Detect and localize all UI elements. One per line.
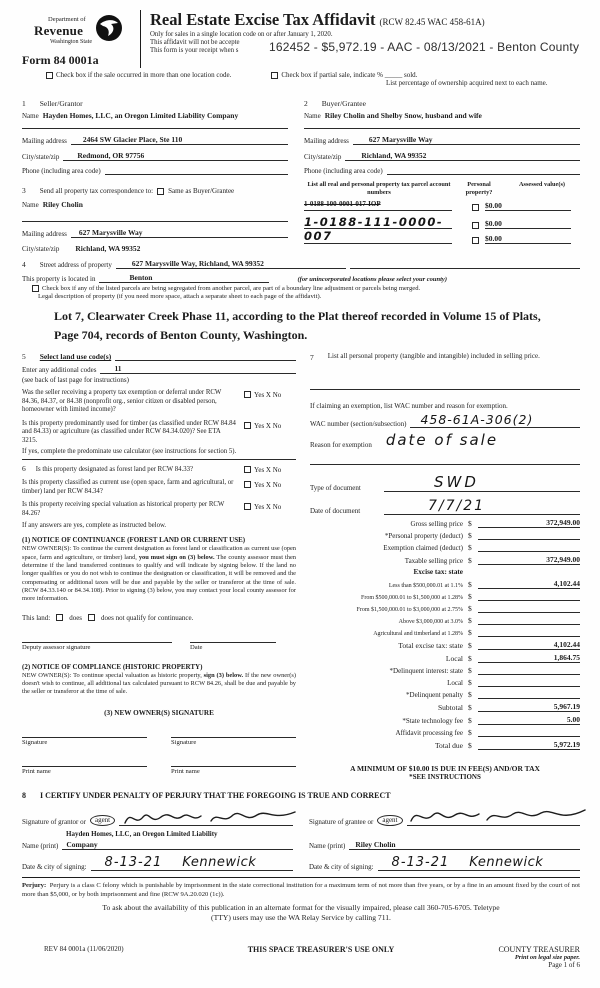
date-of-document-value: 7/7/21 [384, 498, 580, 515]
bracket-3-value[interactable] [478, 604, 580, 613]
seller-grantor-section [22, 99, 298, 253]
accessibility-line2: (TTY) users may use the WA Relay Service by calling 711. [211, 913, 391, 923]
seller-name-label: Name [22, 112, 39, 120]
subtotal-value: 5,967.19 [478, 702, 580, 712]
treasurer-use-only-label: THIS SPACE TREASURER'S USE ONLY [247, 945, 395, 955]
historical-yes-checkbox[interactable] [244, 503, 251, 510]
grantee-signature-label: Signature of grantee or [309, 817, 374, 826]
perjury-label: Perjury: [22, 881, 47, 889]
notice2-post: If the new owner(s) doesn't wish to continue, all additional tax calculated pursuant to RCW 84.26, shall be due and payable by the seller or transferor at the time of sale. [22, 671, 296, 696]
agricultural-value[interactable] [478, 628, 580, 637]
parcel-2-assessed-value: $0.00 [485, 219, 571, 229]
parcel-1-assessed-value: $0.00 [485, 201, 571, 211]
delinquent-penalty-label: *Delinquent penalty [406, 690, 463, 699]
owner-printname-1-field[interactable]: Print name [22, 766, 147, 775]
bracket-4-value[interactable] [478, 616, 580, 625]
certification-title: I CERTIFY UNDER PENALTY OF PERJURY THAT THE FOREGOING IS TRUE AND CORRECT [40, 790, 391, 800]
seller-phone-field[interactable] [105, 174, 288, 175]
section-3-number: 3 [22, 186, 26, 195]
does-qualify-checkbox[interactable] [56, 614, 63, 621]
buyer-phone-field[interactable] [387, 174, 580, 175]
form-header [22, 10, 580, 68]
page-number: Page 1 of 6 [548, 961, 580, 970]
grantee-date-city-label: Date & city of signing: [309, 862, 374, 871]
grantee-date-value: 8-13-21 [391, 854, 450, 870]
legal-description-line1: Lot 7, Clearwater Creek Phase 11, according to the Plat thereof recorded in Volume 15 of Plats, [54, 309, 541, 323]
total-excise-state-label: Total excise tax: state [398, 640, 463, 650]
parcel-3-number-field[interactable] [304, 233, 452, 244]
exemption-claimed-label: Exemption claimed (deduct) [383, 543, 463, 552]
located-in-note: (for unincorporated locations please select your county) [297, 276, 447, 283]
agency-dept-label: Department of [48, 16, 86, 23]
parcel-table-header [304, 181, 580, 196]
dollar-sign: $ [468, 665, 472, 675]
parcel-row-3 [304, 233, 580, 244]
bracket-1-value: 4,102.44 [478, 579, 580, 589]
perjury-text: Perjury is a class C felony which is punishable by imprisonment in the state correctional institution for a maximum term of not more than five years, or by a fine in an amount fixed by the court of not more than $5,000, or by both imprisonment and fine (RCW 9A.20.020 (1c)). [22, 881, 580, 898]
legal-description-line2: Page 704, records of Benton County, Washington. [54, 327, 308, 342]
taxable-selling-price-value: 372,949.00 [478, 555, 580, 565]
parcel-3-assessed-value: $0.00 [485, 234, 571, 244]
same-as-buyer-label: Same as Buyer/Grantee [168, 187, 235, 195]
new-owner-signature-title: (3) NEW OWNER(S) SIGNATURE [104, 708, 214, 717]
legal-paper-note: Print on legal size paper. [514, 954, 580, 962]
type-of-document-label: Type of document [310, 483, 361, 492]
personal-property-deduct-value[interactable] [478, 531, 580, 540]
taxable-selling-price-label: Taxable selling price [404, 556, 463, 565]
exemption-yes-checkbox[interactable] [244, 391, 251, 398]
parcel-2-personal-checkbox[interactable] [472, 222, 479, 229]
segregated-label: Check box if any of the listed parcels are being segregated from another parcel, are part of a boundary line adjustment or parcels being merged. [42, 285, 421, 292]
deputy-date-field[interactable]: Date [190, 642, 276, 651]
section-8-number: 8 [22, 790, 26, 800]
grantor-date-city-label: Date & city of signing: [22, 862, 87, 871]
parcel-number-struck: 1-0188-100-0001-017-IOP [304, 200, 381, 209]
exemption-answer: Yes X No [254, 391, 282, 400]
grantee-city-value: Kennewick [469, 854, 544, 870]
legal-description-text [54, 307, 580, 344]
notice2-bold: sign (3) below. [203, 671, 244, 679]
owner-signature-1-field[interactable]: Signature [22, 737, 147, 746]
dollar-sign: $ [468, 615, 472, 625]
county-value: Benton [99, 273, 269, 283]
grantor-name-print-label: Name (print) [22, 841, 59, 850]
buyer-mailing-value: 627 Marysville Way [353, 135, 580, 145]
minimum-fee-note: A MINIMUM OF $10.00 IS DUE IN FEE(S) AND/OR TAX [350, 763, 540, 773]
land-use-section [22, 352, 310, 781]
dollar-sign: $ [468, 555, 472, 565]
personal-property-header: Personal property? [465, 181, 493, 196]
correspondence-mailing-value: 627 Marysville Way [71, 228, 288, 238]
form-title: Real Estate Excise Tax Affidavit [150, 10, 376, 29]
header-note-3: This form is your receipt when s [150, 47, 239, 54]
dollar-sign: $ [468, 518, 472, 528]
notice-compliance-body [22, 672, 296, 697]
grantee-agent-circled: agent [377, 815, 402, 826]
parcel-number-handwritten: 1-0188-111-0000-007 [304, 215, 444, 244]
buyer-city-label: City/state/zip [304, 153, 342, 161]
dollar-sign: $ [468, 677, 472, 687]
grantor-print-line2: Company [62, 840, 293, 850]
local-tax-value: 1,864.75 [478, 653, 580, 663]
dollar-sign: $ [468, 603, 472, 613]
total-due-label: Total due [434, 740, 463, 750]
notice-compliance-title: (2) NOTICE OF COMPLIANCE (HISTORIC PROPERTY) [22, 662, 203, 671]
codes-note: (see back of last page for instructions) [22, 376, 129, 385]
delinquent-penalty-value[interactable] [478, 690, 580, 699]
county-treasurer-label: COUNTY TREASURER [498, 945, 580, 955]
correspondence-city-label: City/state/zip [22, 245, 60, 253]
grantor-signature-field[interactable] [119, 810, 293, 826]
correspondence-label: Send all property tax correspondence to: [39, 187, 154, 195]
notice-continuance-title: (1) NOTICE OF CONTINUANCE (FOREST LAND OR CURRENT USE) [22, 536, 246, 545]
question-forest-text: Is this property designated as forest land per RCW 84.33? [35, 465, 194, 473]
delinquent-interest-local-label: Local [447, 678, 463, 687]
revenue-logo-icon [94, 14, 124, 42]
reason-exemption-label: Reason for exemption [310, 440, 372, 449]
grantor-city-value: Kennewick [182, 854, 257, 870]
ownership-percentage-note: List percentage of ownership acquired next to each name. [386, 79, 548, 87]
dollar-sign: $ [468, 702, 472, 712]
property-section [22, 259, 580, 344]
buyer-phone-label: Phone (including area code) [304, 167, 383, 175]
wac-number-label: WAC number (section/subsection) [310, 419, 407, 428]
street-address-value: 627 Marysville Way, Richland, WA 99352 [116, 259, 346, 269]
affidavit-processing-fee-value[interactable] [478, 728, 580, 737]
buyer-name-label: Name [304, 112, 321, 120]
notice1-post: The county assessor must then determine if the land transferred continues to qualify and will indicate by signing below. If the land no longer qualifies or you do not wish to continue the designation or classification, it will be removed and the compensating or additional taxes will be due and payable by the seller or transferor at the time of sale. (RCW 84.33.140 or 84.34.108). Prior to signing (3) below, you may contact your local county assessor for more information. [22, 553, 296, 603]
additional-codes-value: 11 [100, 364, 296, 374]
multi-location-checkbox[interactable] [46, 72, 53, 79]
reason-exemption-value: date of sale [385, 430, 499, 449]
street-address-extra-line [350, 268, 580, 269]
partial-sale-checkbox[interactable] [271, 72, 278, 79]
owner-printname-2-field[interactable]: Print name [171, 766, 296, 775]
type-of-document-value: SWD [384, 473, 580, 492]
state-technology-fee-label: *State technology fee [402, 716, 463, 725]
see-instructions-note: *SEE INSTRUCTIONS [409, 772, 481, 781]
buyer-city-value: Richland, WA 99352 [345, 151, 580, 161]
question-exemption-text: Was the seller receiving a property tax exemption or deferral under RCW 84.36, 84.37, or 84.38 (nonprofit org., senior citizen or disabled person, homeowner with limited income)? [22, 389, 222, 414]
historical-answer: Yes X No [254, 503, 282, 512]
correspondence-name-label: Name [22, 201, 39, 209]
owner-signature-2-field[interactable]: Signature [171, 737, 296, 746]
affidavit-processing-fee-label: Affidavit processing fee [395, 728, 463, 737]
dollar-sign: $ [468, 542, 472, 552]
header-note-2: This affidavit will not be accepte [150, 39, 240, 46]
predominate-use-note: If yes, complete the predominate use calculator (see instructions for section 5). [22, 448, 237, 456]
segregated-checkbox[interactable] [32, 285, 39, 292]
seller-mailing-value: 2464 SW Glacier Place, Ste 110 [71, 135, 288, 145]
delinquent-interest-state-label: *Delinquent interest: state [389, 666, 463, 675]
timber-answer: Yes X No [254, 421, 282, 430]
subtotal-label: Subtotal [437, 702, 463, 712]
seller-city-value: Redmond, OR 97756 [63, 151, 288, 161]
certification-section [22, 791, 580, 871]
grantee-print-value: Riley Cholin [349, 840, 580, 850]
treasurer-receipt-stamp: 162452 - $5,972.19 - AAC - 08/13/2021 - Benton County [269, 40, 580, 54]
grantor-agent-circled: agent [90, 815, 115, 826]
page-footer [22, 945, 580, 969]
exemption-note: If claiming an exemption, list WAC number and reason for exemption. [310, 401, 508, 410]
dollar-sign: $ [468, 727, 472, 737]
seller-phone-label: Phone (including area code) [22, 167, 101, 175]
correspondence-city-value: Richland, WA 99352 [75, 244, 141, 253]
dollar-sign: $ [468, 689, 472, 699]
notice1-pre: NEW OWNER(S): To continue the current designation as forest land or classification as current use (open space, farm and agriculture, or timber) land, [22, 545, 296, 561]
dollar-sign: $ [468, 591, 472, 601]
buyer-grantee-section [298, 99, 580, 253]
notice-continuance-body [22, 545, 296, 603]
total-due-value: 5,972.19 [478, 740, 580, 750]
parcel-3-personal-checkbox[interactable] [472, 237, 479, 244]
wac-number-value: 458-61A-306(2) [410, 412, 580, 428]
bracket-2-label: From $500,000.01 to $1,500,000 at 1.28% [361, 594, 463, 601]
buyer-mailing-label: Mailing address [304, 137, 349, 145]
seller-city-label: City/state/zip [22, 153, 60, 161]
forest-answer: Yes X No [254, 465, 282, 474]
form-number: Form 84 0001a [22, 53, 99, 67]
seller-title: Seller/Grantor [39, 99, 83, 108]
dollar-sign: $ [468, 653, 472, 663]
section-5-number: 5 [22, 352, 26, 362]
dollar-sign: $ [468, 715, 472, 725]
agency-revenue-label: Revenue [34, 23, 84, 38]
dollar-sign: $ [468, 530, 472, 540]
assessed-values-header: Assessed value(s) [518, 181, 565, 188]
buyer-name-value: Riley Cholin and Shelby Snow, husband and wife [324, 111, 482, 120]
question-current-use-text: Is this property classified as current use (open space, farm and agricultural, or timber) land per RCW 84.34? [22, 479, 234, 495]
exemption-claimed-value[interactable] [478, 543, 580, 552]
does-not-qualify-checkbox[interactable] [88, 614, 95, 621]
question-historical-text: Is this property receiving special valuation as historical property per RCW 84.26? [22, 501, 225, 517]
accessibility-line1: To ask about the availability of this publication in an alternate format for the visually impaired, please call 360-705-6705. Teletype [102, 902, 500, 912]
section-4-number: 4 [22, 260, 26, 269]
gross-selling-price-label: Gross selling price [410, 519, 463, 528]
bracket-4-label: Above $3,000,000 at 3.0% [398, 618, 463, 625]
grantee-signature-field[interactable] [407, 810, 580, 826]
agency-state-label: Washington State [50, 39, 93, 45]
legal-description-label: Legal description of property (if you need more space, attach a separate sheet to each page of the affidavit). [38, 293, 322, 300]
section-7-number: 7 [310, 352, 314, 362]
located-in-label: This property is located in [22, 275, 96, 283]
perjury-notice [22, 877, 580, 900]
dollar-sign: $ [468, 627, 472, 637]
date-of-document-label: Date of document [310, 506, 361, 515]
agricultural-label: Agricultural and timberland at 1.28% [373, 630, 463, 637]
delinquent-interest-state-value[interactable] [478, 666, 580, 675]
document-blank-line [310, 455, 580, 465]
rev-form-number: REV 84 0001a (11/06/2020) [44, 945, 124, 954]
bracket-3-label: From $1,500,000.01 to $3,000,000 at 2.75% [356, 606, 463, 613]
parcel-1-personal-checkbox[interactable] [472, 204, 479, 211]
total-excise-state-value: 4,102.44 [478, 640, 580, 650]
personal-property-list-field[interactable] [310, 380, 580, 390]
accessibility-note [22, 903, 580, 924]
section-5-title: Select land use code(s) [39, 352, 112, 362]
parcel-row-1 [304, 200, 580, 211]
grantor-signature-scrawl [119, 805, 304, 831]
agency-logo-block [22, 10, 140, 68]
correspondence-mailing-label: Mailing address [22, 230, 67, 238]
section-1-number: 1 [22, 99, 26, 108]
current-use-yes-checkbox[interactable] [244, 481, 251, 488]
grantee-name-print-label: Name (print) [309, 841, 346, 850]
if-yes-note: If any answers are yes, complete as instructed below. [22, 522, 167, 529]
multi-location-label: Check box if the sale occurred in more than one location code. [56, 71, 232, 79]
bracket-1-label: Less than $500,000.01 at 1.1% [388, 582, 463, 589]
gross-selling-price-value: 372,949.00 [478, 518, 580, 528]
parcel-numbers-header: List all real and personal property tax parcel account numbers [307, 181, 451, 196]
buyer-title: Buyer/Grantee [321, 99, 366, 108]
parcel-row-2 [304, 215, 580, 244]
excise-tax-state-header: Excise tax: state [413, 567, 463, 576]
dollar-sign: $ [468, 740, 472, 750]
grantee-signature-scrawl [407, 805, 592, 831]
dollar-sign: $ [468, 640, 472, 650]
question-timber-text: Is this property predominantly used for timber (as classified under RCW 84.84 and 84.33) or agriculture (as classified under RCW 84.34.020)? See ETA 3215. [22, 419, 236, 444]
additional-codes-label: Enter any additional codes [22, 366, 97, 375]
grantor-date-value: 8-13-21 [104, 854, 163, 870]
delinquent-interest-local-value[interactable] [478, 678, 580, 687]
tax-section [310, 352, 580, 781]
street-address-label: Street address of property [39, 261, 112, 269]
notice1-bold: you must sign on (3) below. [138, 553, 215, 561]
timber-yes-checkbox[interactable] [244, 422, 251, 429]
grantor-signature-label: Signature of grantor or [22, 817, 86, 826]
grantor-print-line1: Hayden Homes, LLC, an Oregon Limited Liability [66, 829, 218, 838]
bracket-2-value[interactable] [478, 592, 580, 601]
section-2-number: 2 [304, 99, 308, 108]
state-technology-fee-value: 5.00 [478, 715, 580, 725]
notice2-pre: NEW OWNER(S): To continue special valuation as historic property, [22, 671, 204, 679]
form-title-rcw: (RCW 82.45 WAC 458-61A) [379, 17, 485, 27]
personal-property-deduct-label: *Personal property (deduct) [384, 531, 463, 540]
section-6-number: 6 [22, 463, 26, 473]
same-as-buyer-checkbox[interactable] [157, 188, 164, 195]
land-use-code-field[interactable] [115, 360, 296, 361]
current-use-answer: Yes X No [254, 481, 282, 490]
local-tax-label: Local [445, 653, 463, 663]
deputy-assessor-signature-field[interactable]: Deputy assessor signature [22, 642, 172, 651]
partial-sale-label: Check box if partial sale, indicate % _____ sold. [281, 71, 418, 79]
dollar-sign: $ [468, 579, 472, 589]
header-note-1: Only for sales in a single location code on or after January 1, 2020. [150, 31, 333, 38]
does-not-label: does not qualify for continuance. [101, 613, 194, 622]
does-label: does [69, 613, 83, 622]
seller-name-value: Hayden Homes, LLC, an Oregon Limited Liability Company [42, 111, 239, 120]
personal-property-text: List all personal property (tangible and intangible) included in selling price. [327, 352, 540, 361]
correspondence-name-value: Riley Cholin [42, 200, 83, 209]
this-land-label: This land: [22, 613, 51, 622]
seller-mailing-label: Mailing address [22, 137, 67, 145]
forest-yes-checkbox[interactable] [244, 466, 251, 473]
